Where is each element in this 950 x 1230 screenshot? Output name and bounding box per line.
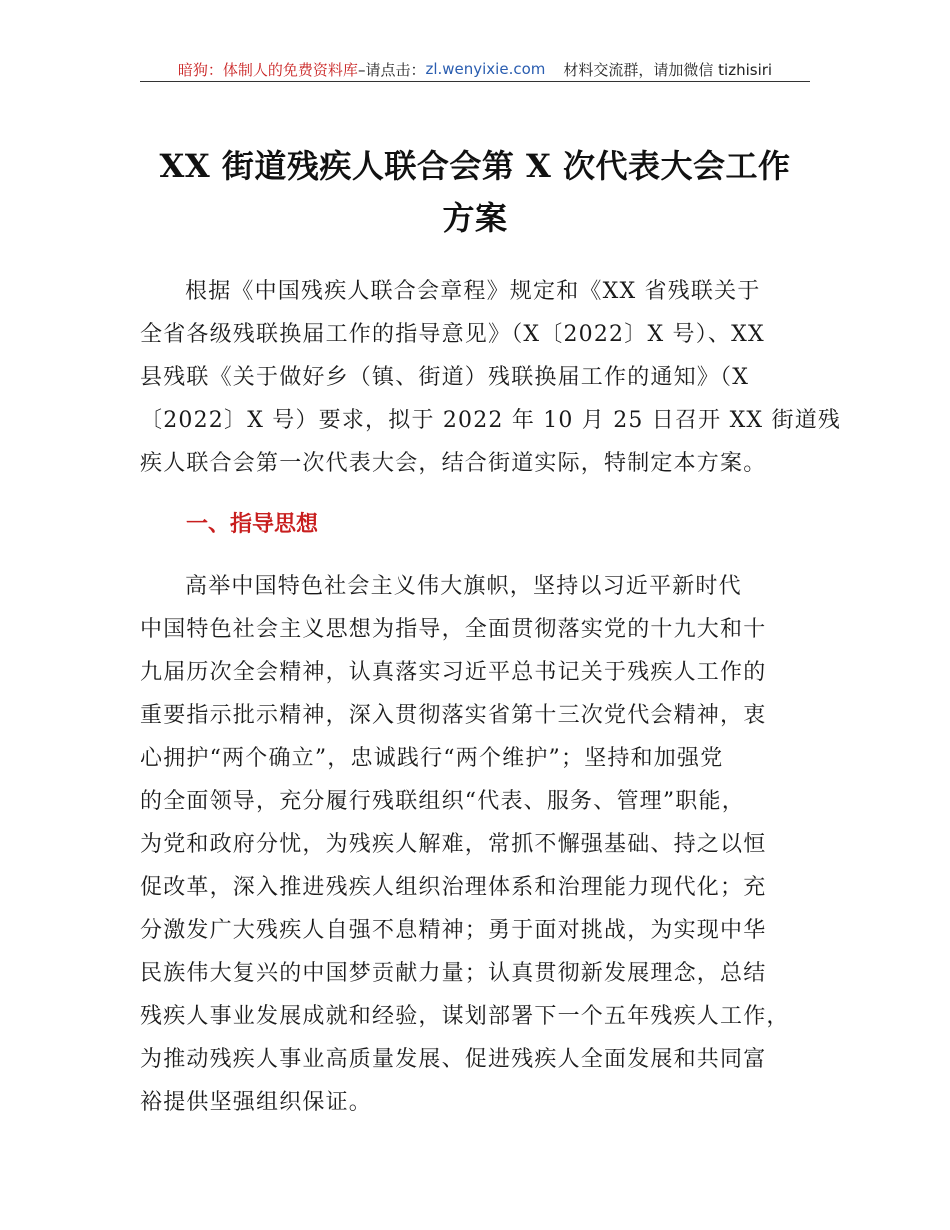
header-divider: [140, 81, 810, 82]
title-line-1: XX 街道残疾人联合会第 X 次代表大会工作: [159, 147, 791, 185]
header-wechat-note: 材料交流群，请加微信 tizhisiri: [563, 60, 773, 79]
paragraph-line: 〔2022〕X 号）要求，拟于 2022 年 10 月 25 日召开 XX 街道残: [140, 408, 842, 433]
paragraph-line: 裕提供坚强组织保证。: [140, 1090, 373, 1115]
paragraph-line: 民族伟大复兴的中国梦贡献力量；认真贯彻新发展理念，总结: [140, 961, 767, 986]
document-title: [140, 140, 810, 244]
guiding-ideology-paragraph: [140, 565, 812, 1124]
paragraph-line: 的全面领导，充分履行残联组织“代表、服务、管理”职能，: [140, 789, 745, 814]
paragraph-line: 疾人联合会第一次代表大会，结合街道实际，特制定本方案。: [140, 451, 767, 476]
paragraph-line: 心拥护“两个确立”，忠诚践行“两个维护”；坚持和加强党: [140, 746, 724, 771]
paragraph-line: 为党和政府分忧，为残疾人解难，常抓不懈强基础、持之以恒: [140, 832, 767, 857]
paragraph-line: 分激发广大残疾人自强不息精神；勇于面对挑战，为实现中华: [140, 918, 767, 943]
title-line-2: 方案: [442, 199, 508, 237]
paragraph-line: 中国特色社会主义思想为指导，全面贯彻落实党的十九大和十: [140, 617, 767, 642]
paragraph-line: 残疾人事业发展成就和经验，谋划部署下一个五年残疾人工作，: [140, 1004, 790, 1029]
header-click-prompt: –请点击：: [357, 60, 426, 79]
paragraph-line: 为推动残疾人事业高质量发展、促进残疾人全面发展和共同富: [140, 1047, 767, 1072]
paragraph-line: 高举中国特色社会主义伟大旗帜，坚持以习近平新时代: [185, 574, 742, 599]
intro-paragraph: [140, 270, 842, 485]
paragraph-line: 全省各级残联换届工作的指导意见》（X〔2022〕X 号）、XX: [140, 322, 765, 347]
header-link[interactable]: zl.wenyixie.com: [425, 60, 546, 78]
paragraph-line: 县残联《关于做好乡（镇、街道）残联换届工作的通知》（X: [140, 365, 750, 390]
paragraph-line: 促改革，深入推进残疾人组织治理体系和治理能力现代化；充: [140, 875, 767, 900]
paragraph-line: 根据《中国残疾人联合会章程》规定和《XX 省残联关于: [185, 279, 761, 304]
page-header: [140, 56, 810, 82]
section-heading-guiding-ideology: 一、指导思想: [186, 512, 319, 537]
header-site-name: 暗狗：体制人的免费资料库: [177, 60, 358, 79]
paragraph-line: 重要指示批示精神，深入贯彻落实省第十三次党代会精神，衷: [140, 703, 767, 728]
paragraph-line: 九届历次全会精神，认真落实习近平总书记关于残疾人工作的: [140, 660, 767, 685]
